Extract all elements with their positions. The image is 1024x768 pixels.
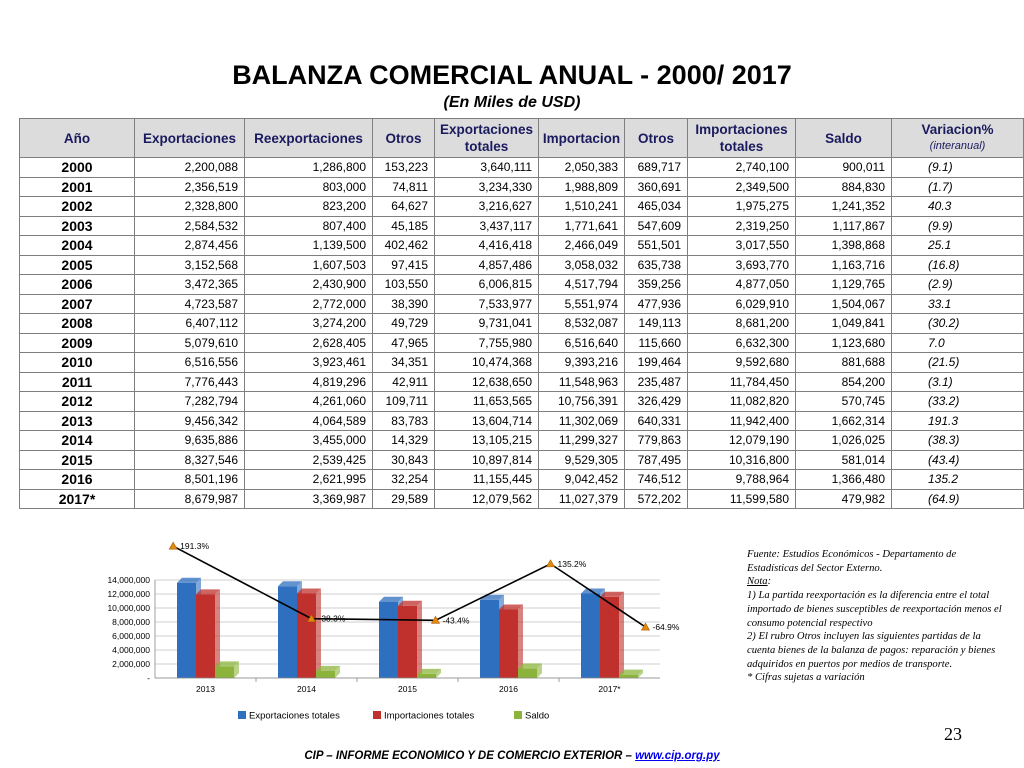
cell-value: 7,755,980 xyxy=(435,333,539,353)
cell-year: 2015 xyxy=(20,450,135,470)
cell-value: 10,474,368 xyxy=(435,353,539,373)
bar-saldo xyxy=(316,666,340,678)
col-header-year: Año xyxy=(20,119,135,158)
cell-value: 8,532,087 xyxy=(539,314,625,334)
y-tick-label: 12,000,000 xyxy=(107,589,150,599)
cell-value: 477,936 xyxy=(625,294,688,314)
cell-value: 551,501 xyxy=(625,236,688,256)
cell-variation: 7.0 xyxy=(892,333,1024,353)
chart-bars xyxy=(177,578,643,678)
cell-year: 2017* xyxy=(20,489,135,509)
cell-value: 402,462 xyxy=(373,236,435,256)
cell-value: 900,011 xyxy=(796,158,892,178)
variation-label: -43.4% xyxy=(442,615,470,626)
cell-value: 10,756,391 xyxy=(539,392,625,412)
cell-value: 64,627 xyxy=(373,197,435,217)
cell-variation: (9.9) xyxy=(892,216,1024,236)
footer-text: CIP – INFORME ECONOMICO Y DE COMERCIO EXTERIOR – xyxy=(304,750,636,762)
legend-label: Saldo xyxy=(525,710,550,722)
bar-importaciones-totales xyxy=(499,604,523,678)
table-row xyxy=(20,314,1024,334)
cell-value: 7,533,977 xyxy=(435,294,539,314)
col-header-balance: Saldo xyxy=(796,119,892,158)
cell-value: 2,319,250 xyxy=(688,216,796,236)
cell-value: 1,988,809 xyxy=(539,177,625,197)
cell-value: 11,548,963 xyxy=(539,372,625,392)
bar-face xyxy=(398,606,417,678)
col-header-total-exports: Exportaciones totales xyxy=(435,119,539,158)
cell-value: 10,316,800 xyxy=(688,450,796,470)
cell-variation: 135.2 xyxy=(892,470,1024,490)
cell-variation: (38.3) xyxy=(892,431,1024,451)
col-header-other-imports: Otros xyxy=(625,119,688,158)
cell-value: 115,660 xyxy=(625,333,688,353)
cell-value: 2,328,800 xyxy=(135,197,245,217)
cell-value: 6,407,112 xyxy=(135,314,245,334)
cell-value: 109,711 xyxy=(373,392,435,412)
legend-label: Importaciones totales xyxy=(384,710,475,722)
cell-value: 881,688 xyxy=(796,353,892,373)
cell-value: 3,152,568 xyxy=(135,255,245,275)
y-tick-label: 8,000,000 xyxy=(112,617,150,627)
cell-year: 2005 xyxy=(20,255,135,275)
cell-value: 4,877,050 xyxy=(688,275,796,295)
cell-value: 359,256 xyxy=(625,275,688,295)
cell-value: 2,200,088 xyxy=(135,158,245,178)
cell-value: 12,638,650 xyxy=(435,372,539,392)
bar-face xyxy=(619,675,638,678)
footer-link[interactable]: www.cip.org.py xyxy=(635,750,720,762)
cell-value: 29,589 xyxy=(373,489,435,509)
y-tick-label: 10,000,000 xyxy=(107,603,150,613)
bar-saldo xyxy=(518,663,542,678)
cell-value: 4,723,587 xyxy=(135,294,245,314)
bar-face xyxy=(215,666,234,678)
cell-variation: 191.3 xyxy=(892,411,1024,431)
table-body xyxy=(20,158,1024,509)
cell-value: 6,006,815 xyxy=(435,275,539,295)
col-header-exports: Exportaciones xyxy=(135,119,245,158)
table-row xyxy=(20,489,1024,509)
cell-year: 2014 xyxy=(20,431,135,451)
table-row xyxy=(20,470,1024,490)
cell-value: 7,776,443 xyxy=(135,372,245,392)
trade-balance-table xyxy=(19,118,1024,509)
variation-marker xyxy=(642,623,650,630)
cell-value: 8,681,200 xyxy=(688,314,796,334)
cell-value: 547,609 xyxy=(625,216,688,236)
cell-value: 8,327,546 xyxy=(135,450,245,470)
cell-value: 6,516,640 xyxy=(539,333,625,353)
cell-year: 2002 xyxy=(20,197,135,217)
variation-marker xyxy=(547,560,555,567)
table-row xyxy=(20,450,1024,470)
note-item-2: 2) El rubro Otros incluyen las siguientes partidas de la cuenta bienes de la balanza de pagos: reparación y bienes adquiridos en puertos por medios de transporte. xyxy=(747,631,996,670)
cell-value: 74,811 xyxy=(373,177,435,197)
cell-value: 689,717 xyxy=(625,158,688,178)
cell-variation: (30.2) xyxy=(892,314,1024,334)
cell-value: 3,472,365 xyxy=(135,275,245,295)
cell-value: 2,430,900 xyxy=(245,275,373,295)
cell-value: 465,034 xyxy=(625,197,688,217)
cell-value: 13,604,714 xyxy=(435,411,539,431)
note-item-1: 1) La partida reexportación es la diferencia entre el total importado de bienes susceptibles de reexportación menos el consumo potencial respectivo xyxy=(747,590,1002,629)
table-row xyxy=(20,236,1024,256)
cell-value: 4,261,060 xyxy=(245,392,373,412)
cell-value: 9,788,964 xyxy=(688,470,796,490)
bar-importaciones-totales xyxy=(196,589,220,678)
variation-label: -38.3% xyxy=(318,613,346,624)
cell-value: 14,329 xyxy=(373,431,435,451)
cell-value: 9,393,216 xyxy=(539,353,625,373)
source-note: Fuente: Estudios Económicos - Departamento de Estadísticas del Sector Externo. xyxy=(747,549,957,574)
cell-value: 97,415 xyxy=(373,255,435,275)
cell-value: 153,223 xyxy=(373,158,435,178)
cell-value: 47,965 xyxy=(373,333,435,353)
cell-value: 1,163,716 xyxy=(796,255,892,275)
x-tick-label: 2013 xyxy=(196,684,215,694)
cell-variation: 40.3 xyxy=(892,197,1024,217)
col-header-reexports: Reexportaciones xyxy=(245,119,373,158)
cell-year: 2010 xyxy=(20,353,135,373)
table-row xyxy=(20,431,1024,451)
cell-value: 807,400 xyxy=(245,216,373,236)
cell-variation: (16.8) xyxy=(892,255,1024,275)
cell-value: 11,302,069 xyxy=(539,411,625,431)
variation-label: -64.9% xyxy=(652,622,680,633)
table-row xyxy=(20,216,1024,236)
cell-variation: (43.4) xyxy=(892,450,1024,470)
bar-side xyxy=(316,588,321,678)
cell-value: 1,241,352 xyxy=(796,197,892,217)
table-row xyxy=(20,158,1024,178)
cell-value: 823,200 xyxy=(245,197,373,217)
footer xyxy=(0,750,1024,762)
cell-value: 11,784,450 xyxy=(688,372,796,392)
variation-sublabel: (interanual) xyxy=(929,140,986,152)
bar-face xyxy=(600,597,619,678)
cell-value: 2,050,383 xyxy=(539,158,625,178)
cell-value: 12,079,190 xyxy=(688,431,796,451)
trade-chart xyxy=(107,535,720,735)
cell-variation: (2.9) xyxy=(892,275,1024,295)
cell-value: 1,504,067 xyxy=(796,294,892,314)
col-header-other-exports: Otros xyxy=(373,119,435,158)
cell-value: 1,123,680 xyxy=(796,333,892,353)
cell-value: 2,874,456 xyxy=(135,236,245,256)
cell-value: 8,501,196 xyxy=(135,470,245,490)
cell-variation: 33.1 xyxy=(892,294,1024,314)
variation-label: 135.2% xyxy=(557,558,587,569)
cell-value: 1,117,867 xyxy=(796,216,892,236)
cell-value: 3,369,987 xyxy=(245,489,373,509)
cell-value: 746,512 xyxy=(625,470,688,490)
cell-value: 635,738 xyxy=(625,255,688,275)
cell-value: 1,662,314 xyxy=(796,411,892,431)
cell-value: 34,351 xyxy=(373,353,435,373)
cell-value: 2,621,995 xyxy=(245,470,373,490)
cell-variation: 25.1 xyxy=(892,236,1024,256)
cell-value: 13,105,215 xyxy=(435,431,539,451)
cell-value: 360,691 xyxy=(625,177,688,197)
cell-value: 7,282,794 xyxy=(135,392,245,412)
cell-value: 2,628,405 xyxy=(245,333,373,353)
chart-y-axis xyxy=(107,575,155,683)
cell-value: 1,139,500 xyxy=(245,236,373,256)
y-tick-label: 4,000,000 xyxy=(112,645,150,655)
cell-value: 3,234,330 xyxy=(435,177,539,197)
cell-value: 9,529,305 xyxy=(539,450,625,470)
cell-value: 572,202 xyxy=(625,489,688,509)
chart-x-axis xyxy=(155,678,660,694)
variation-label: Variacion% xyxy=(921,122,994,137)
cell-value: 1,366,480 xyxy=(796,470,892,490)
bar-face xyxy=(581,593,600,678)
cell-value: 83,783 xyxy=(373,411,435,431)
notes-block xyxy=(747,548,1007,685)
table-row xyxy=(20,411,1024,431)
cell-value: 1,398,868 xyxy=(796,236,892,256)
cell-value: 6,029,910 xyxy=(688,294,796,314)
cell-variation: (21.5) xyxy=(892,353,1024,373)
cell-value: 38,390 xyxy=(373,294,435,314)
cell-variation: (9.1) xyxy=(892,158,1024,178)
cell-value: 11,082,820 xyxy=(688,392,796,412)
cell-value: 581,014 xyxy=(796,450,892,470)
nota-heading xyxy=(747,575,1007,589)
cell-value: 1,607,503 xyxy=(245,255,373,275)
col-header-total-imports: Importaciones totales xyxy=(688,119,796,158)
legend-swatch xyxy=(373,711,381,719)
bar-saldo xyxy=(215,661,239,678)
bar-face xyxy=(417,674,436,678)
bar-face xyxy=(278,586,297,678)
y-tick-label: 6,000,000 xyxy=(112,631,150,641)
x-tick-label: 2015 xyxy=(398,684,417,694)
y-tick-label: 14,000,000 xyxy=(107,575,150,585)
cell-value: 6,516,556 xyxy=(135,353,245,373)
cell-year: 2003 xyxy=(20,216,135,236)
bar-face xyxy=(196,594,215,678)
table-row xyxy=(20,275,1024,295)
cell-value: 11,299,327 xyxy=(539,431,625,451)
cell-value: 45,185 xyxy=(373,216,435,236)
cell-value: 3,693,770 xyxy=(688,255,796,275)
cell-value: 8,679,987 xyxy=(135,489,245,509)
nota-label: Nota xyxy=(747,576,768,588)
cell-value: 2,772,000 xyxy=(245,294,373,314)
cell-value: 4,064,589 xyxy=(245,411,373,431)
page-title: BALANZA COMERCIAL ANUAL - 2000/ 2017 xyxy=(232,60,792,90)
cell-year: 2000 xyxy=(20,158,135,178)
cell-value: 2,584,532 xyxy=(135,216,245,236)
cell-year: 2012 xyxy=(20,392,135,412)
cell-value: 2,539,425 xyxy=(245,450,373,470)
cell-value: 9,042,452 xyxy=(539,470,625,490)
cell-value: 11,599,580 xyxy=(688,489,796,509)
chart-legend xyxy=(238,711,549,722)
cell-variation: (33.2) xyxy=(892,392,1024,412)
table-row xyxy=(20,197,1024,217)
bar-face xyxy=(480,600,499,678)
cell-value: 884,830 xyxy=(796,177,892,197)
bar-importaciones-totales xyxy=(398,601,422,678)
cell-value: 9,456,342 xyxy=(135,411,245,431)
cell-value: 1,026,025 xyxy=(796,431,892,451)
table-row xyxy=(20,333,1024,353)
cell-year: 2006 xyxy=(20,275,135,295)
legend-swatch xyxy=(514,711,522,719)
cell-value: 199,464 xyxy=(625,353,688,373)
bar-importaciones-totales xyxy=(297,588,321,678)
cell-value: 149,113 xyxy=(625,314,688,334)
bar-face xyxy=(297,593,316,678)
x-tick-label: 2016 xyxy=(499,684,518,694)
page-subtitle: (En Miles de USD) xyxy=(443,94,581,111)
cell-value: 3,455,000 xyxy=(245,431,373,451)
cell-value: 9,731,041 xyxy=(435,314,539,334)
cell-value: 1,286,800 xyxy=(245,158,373,178)
cell-value: 4,416,418 xyxy=(435,236,539,256)
x-tick-label: 2014 xyxy=(297,684,316,694)
cell-value: 787,495 xyxy=(625,450,688,470)
cell-value: 3,923,461 xyxy=(245,353,373,373)
cell-year: 2009 xyxy=(20,333,135,353)
bar-face xyxy=(316,671,335,678)
cell-value: 479,982 xyxy=(796,489,892,509)
cell-year: 2001 xyxy=(20,177,135,197)
cell-value: 2,466,049 xyxy=(539,236,625,256)
note-item-3: * Cifras sujetas a variación xyxy=(747,672,865,684)
cell-value: 30,843 xyxy=(373,450,435,470)
cell-value: 11,027,379 xyxy=(539,489,625,509)
cell-year: 2011 xyxy=(20,372,135,392)
table-row xyxy=(20,294,1024,314)
cell-value: 1,129,765 xyxy=(796,275,892,295)
cell-value: 570,745 xyxy=(796,392,892,412)
cell-value: 235,487 xyxy=(625,372,688,392)
legend-label: Exportaciones totales xyxy=(249,710,340,722)
cell-value: 3,274,200 xyxy=(245,314,373,334)
cell-value: 4,517,794 xyxy=(539,275,625,295)
cell-value: 5,551,974 xyxy=(539,294,625,314)
table-row xyxy=(20,177,1024,197)
cell-year: 2007 xyxy=(20,294,135,314)
cell-value: 49,729 xyxy=(373,314,435,334)
cell-value: 1,049,841 xyxy=(796,314,892,334)
cell-variation: (3.1) xyxy=(892,372,1024,392)
bar-face xyxy=(177,583,196,678)
cell-value: 3,437,117 xyxy=(435,216,539,236)
cell-variation: (1.7) xyxy=(892,177,1024,197)
table-row xyxy=(20,392,1024,412)
col-header-variation xyxy=(892,119,1024,158)
cell-value: 3,058,032 xyxy=(539,255,625,275)
cell-year: 2016 xyxy=(20,470,135,490)
table-row xyxy=(20,372,1024,392)
cell-value: 4,819,296 xyxy=(245,372,373,392)
cell-variation: (64.9) xyxy=(892,489,1024,509)
cell-value: 4,857,486 xyxy=(435,255,539,275)
cell-value: 32,254 xyxy=(373,470,435,490)
cell-value: 11,942,400 xyxy=(688,411,796,431)
bar-face xyxy=(518,668,537,678)
cell-value: 3,640,111 xyxy=(435,158,539,178)
cell-value: 3,216,627 xyxy=(435,197,539,217)
cell-value: 9,592,680 xyxy=(688,353,796,373)
cell-value: 326,429 xyxy=(625,392,688,412)
cell-value: 640,331 xyxy=(625,411,688,431)
variation-label: 191.3% xyxy=(180,541,210,552)
bar-side xyxy=(619,592,624,678)
cell-value: 42,911 xyxy=(373,372,435,392)
table-row xyxy=(20,353,1024,373)
y-tick-label: 2,000,000 xyxy=(112,659,150,669)
bar-face xyxy=(379,602,398,678)
cell-year: 2004 xyxy=(20,236,135,256)
cell-year: 2008 xyxy=(20,314,135,334)
cell-value: 3,017,550 xyxy=(688,236,796,256)
table-header-row xyxy=(20,119,1024,158)
cell-value: 10,897,814 xyxy=(435,450,539,470)
cell-value: 1,975,275 xyxy=(688,197,796,217)
variation-marker xyxy=(169,542,177,549)
bar-side xyxy=(417,601,422,678)
nota-colon: : xyxy=(767,576,772,588)
table-row xyxy=(20,255,1024,275)
cell-value: 11,155,445 xyxy=(435,470,539,490)
y-tick-label: - xyxy=(147,673,150,683)
cell-value: 854,200 xyxy=(796,372,892,392)
x-tick-label: 2017* xyxy=(598,684,621,694)
cell-value: 803,000 xyxy=(245,177,373,197)
cell-value: 6,632,300 xyxy=(688,333,796,353)
cell-value: 779,863 xyxy=(625,431,688,451)
legend-swatch xyxy=(238,711,246,719)
cell-value: 2,356,519 xyxy=(135,177,245,197)
cell-value: 103,550 xyxy=(373,275,435,295)
col-header-imports: Importacion xyxy=(539,119,625,158)
cell-value: 12,079,562 xyxy=(435,489,539,509)
cell-value: 2,740,100 xyxy=(688,158,796,178)
cell-value: 9,635,886 xyxy=(135,431,245,451)
page-number: 23 xyxy=(944,724,962,744)
cell-value: 1,771,641 xyxy=(539,216,625,236)
cell-year: 2013 xyxy=(20,411,135,431)
cell-value: 1,510,241 xyxy=(539,197,625,217)
cell-value: 11,653,565 xyxy=(435,392,539,412)
cell-value: 2,349,500 xyxy=(688,177,796,197)
cell-value: 5,079,610 xyxy=(135,333,245,353)
bar-face xyxy=(499,609,518,678)
